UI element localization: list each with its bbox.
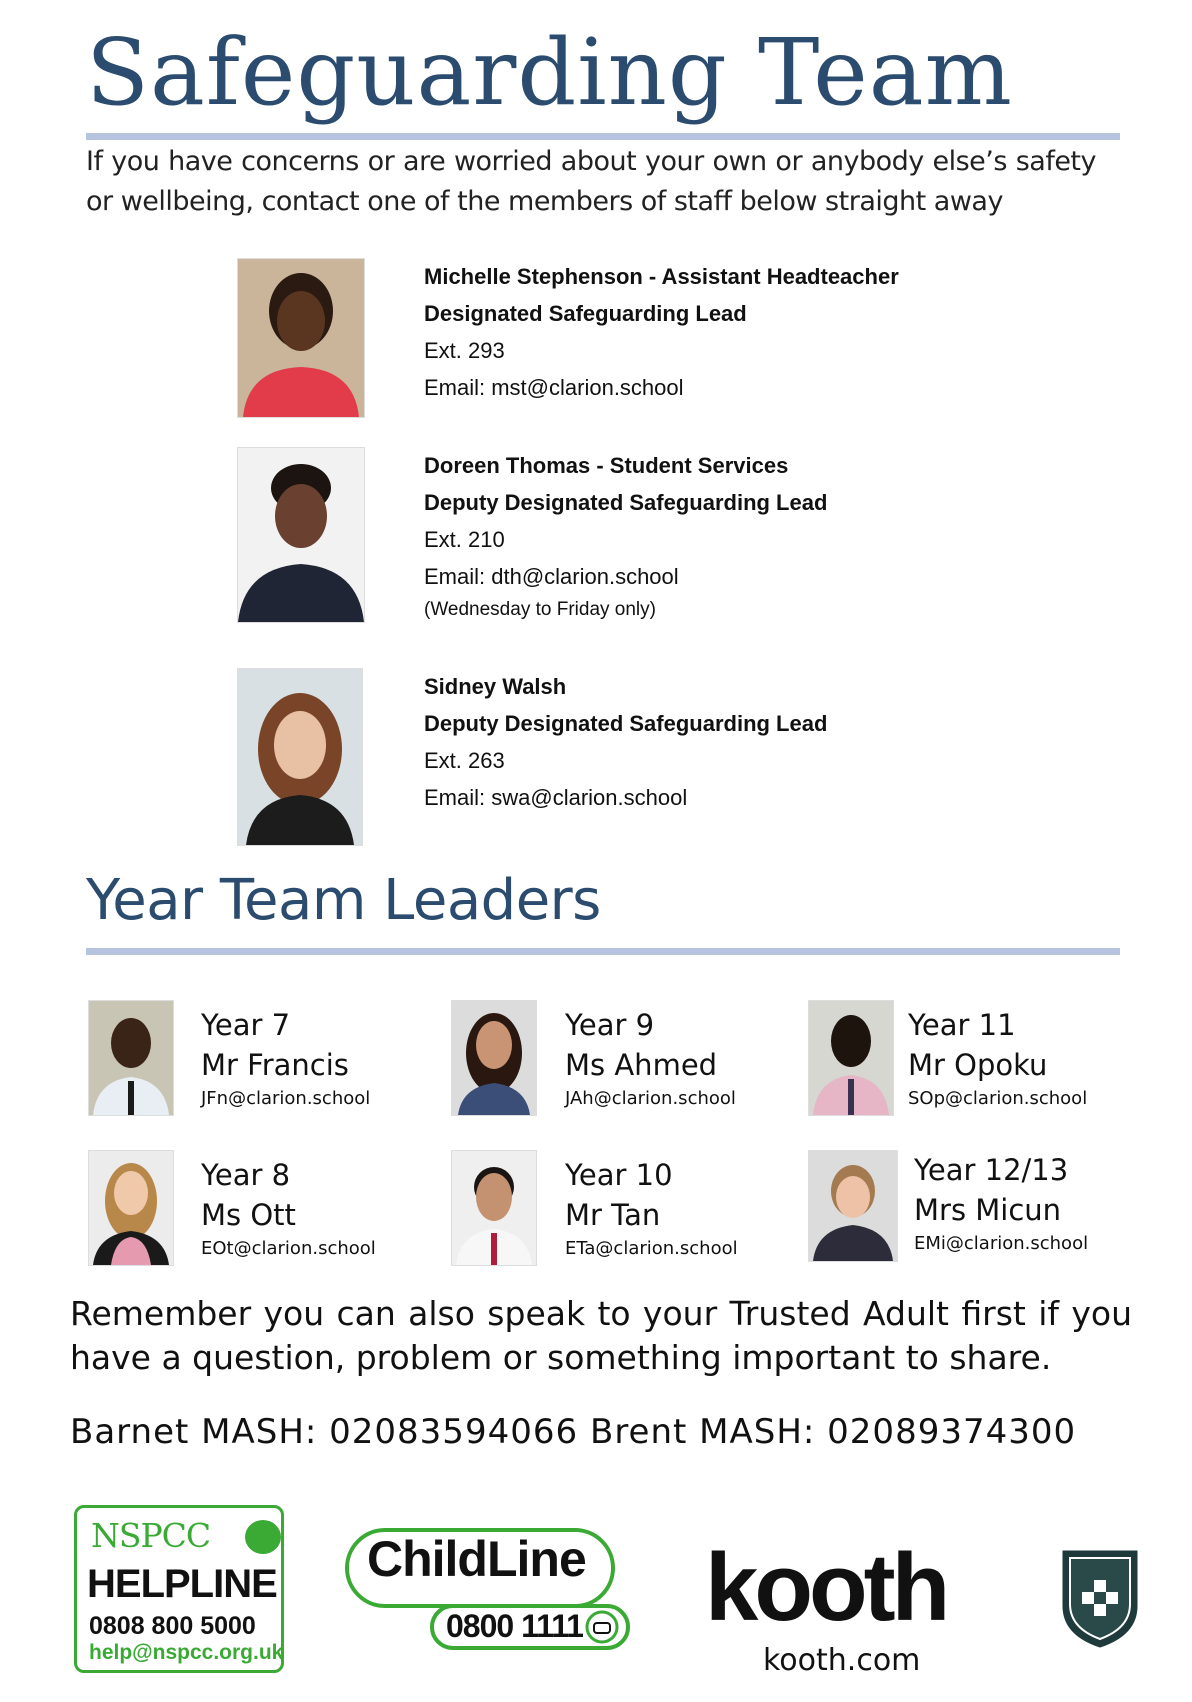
- staff-name-role: Doreen Thomas - Student Services: [424, 453, 789, 478]
- staff-title: Deputy Designated Safeguarding Lead: [424, 711, 828, 736]
- staff-ext: Ext. 263: [424, 748, 505, 773]
- staff-email[interactable]: Email: dth@clarion.school: [424, 564, 679, 589]
- school-crest-icon: [1060, 1548, 1140, 1648]
- portrait-icon: [238, 669, 362, 845]
- leader-info-year-7: [201, 1005, 370, 1113]
- staff-photo-thomas: [237, 447, 365, 623]
- leader-photo-year-7: [88, 1000, 174, 1116]
- barnet-mash-contact: Barnet MASH: 02083594066: [70, 1412, 579, 1452]
- staff-info-thomas: [424, 447, 827, 625]
- leader-year: Year 12/13: [914, 1153, 1069, 1187]
- portrait-icon: [452, 1001, 536, 1115]
- portrait-icon: [809, 1001, 893, 1115]
- staff-title: Designated Safeguarding Lead: [424, 301, 747, 326]
- leader-email[interactable]: EMi@clarion.school: [914, 1233, 1089, 1254]
- staff-info-walsh: [424, 668, 827, 816]
- leader-email[interactable]: ETa@clarion.school: [565, 1238, 738, 1259]
- childline-logo[interactable]: [345, 1528, 635, 1650]
- telephone-icon: [585, 1610, 619, 1644]
- staff-email[interactable]: Email: swa@clarion.school: [424, 785, 688, 810]
- leader-year: Year 7: [201, 1008, 291, 1042]
- portrait-icon: [89, 1001, 173, 1115]
- leader-year: Year 8: [201, 1158, 291, 1192]
- nspcc-helpline-logo[interactable]: [74, 1505, 284, 1673]
- staff-title: Deputy Designated Safeguarding Lead: [424, 490, 828, 515]
- trusted-adult-message: Remember you can also speak to your Trusted Adult first if you have a question, problem or something important to share.: [70, 1294, 1132, 1377]
- staff-note: (Wednesday to Friday only): [424, 599, 656, 620]
- leader-photo-year-8: [88, 1150, 174, 1266]
- leader-photo-year-9: [451, 1000, 537, 1116]
- leader-name: Mr Francis: [201, 1048, 349, 1082]
- leader-name: Ms Ott: [201, 1198, 296, 1232]
- portrait-icon: [238, 259, 364, 417]
- leader-year: Year 11: [908, 1008, 1016, 1042]
- leader-name: Mr Tan: [565, 1198, 661, 1232]
- leader-year: Year 10: [565, 1158, 673, 1192]
- nspcc-brand: NSPCC: [91, 1516, 211, 1555]
- nspcc-email[interactable]: help@nspcc.org.uk: [89, 1641, 284, 1664]
- kooth-brand: kooth: [705, 1534, 947, 1641]
- staff-ext: Ext. 293: [424, 338, 505, 363]
- leader-photo-year-10: [451, 1150, 537, 1266]
- childline-brand: ChildLine: [367, 1531, 586, 1587]
- staff-photo-stephenson: [237, 258, 365, 418]
- staff-photo-walsh: [237, 668, 363, 846]
- nspcc-helpline-label: HELPLINE: [87, 1562, 277, 1606]
- kooth-url[interactable]: kooth.com: [763, 1643, 921, 1678]
- leader-name: Mr Opoku: [908, 1048, 1048, 1082]
- leader-info-year-8: [201, 1155, 376, 1263]
- nspcc-badge-icon: [245, 1520, 281, 1554]
- staff-name-role: Michelle Stephenson - Assistant Headteacher: [424, 264, 899, 289]
- leader-info-year-10: [565, 1155, 738, 1263]
- portrait-icon: [89, 1151, 173, 1265]
- leader-photo-year-12-13: [808, 1150, 898, 1262]
- leader-info-year-12-13: [914, 1150, 1088, 1258]
- staff-email[interactable]: Email: mst@clarion.school: [424, 375, 684, 400]
- leader-name: Mrs Micun: [914, 1193, 1062, 1227]
- leader-info-year-11: [908, 1005, 1087, 1113]
- intro-text: If you have concerns or are worried about your own or anybody else’s safety or wellbeing, contact one of the members of staff below straight away: [86, 146, 1096, 217]
- leader-email[interactable]: SOp@clarion.school: [908, 1088, 1088, 1109]
- staff-ext: Ext. 210: [424, 527, 505, 552]
- portrait-icon: [238, 448, 364, 622]
- section-divider: [86, 948, 1120, 955]
- leader-email[interactable]: JFn@clarion.school: [201, 1088, 371, 1109]
- nspcc-phone: 0808 800 5000: [89, 1612, 256, 1640]
- childline-phone: 0800 1111: [446, 1608, 583, 1644]
- leader-email[interactable]: EOt@clarion.school: [201, 1238, 376, 1259]
- title-divider: [86, 133, 1120, 140]
- leader-photo-year-11: [808, 1000, 894, 1116]
- staff-info-stephenson: [424, 258, 899, 406]
- brent-mash-contact: Brent MASH: 02089374300: [590, 1412, 1077, 1452]
- staff-name-role: Sidney Walsh: [424, 674, 567, 699]
- kooth-logo[interactable]: [705, 1534, 975, 1680]
- leader-email[interactable]: JAh@clarion.school: [565, 1088, 736, 1109]
- portrait-icon: [452, 1151, 536, 1265]
- leader-year: Year 9: [565, 1008, 655, 1042]
- leader-info-year-9: [565, 1005, 736, 1113]
- page-title: Safeguarding Team: [86, 19, 1013, 126]
- leader-name: Ms Ahmed: [565, 1048, 718, 1082]
- section-title-year-leaders: Year Team Leaders: [86, 868, 601, 933]
- portrait-icon: [809, 1151, 897, 1261]
